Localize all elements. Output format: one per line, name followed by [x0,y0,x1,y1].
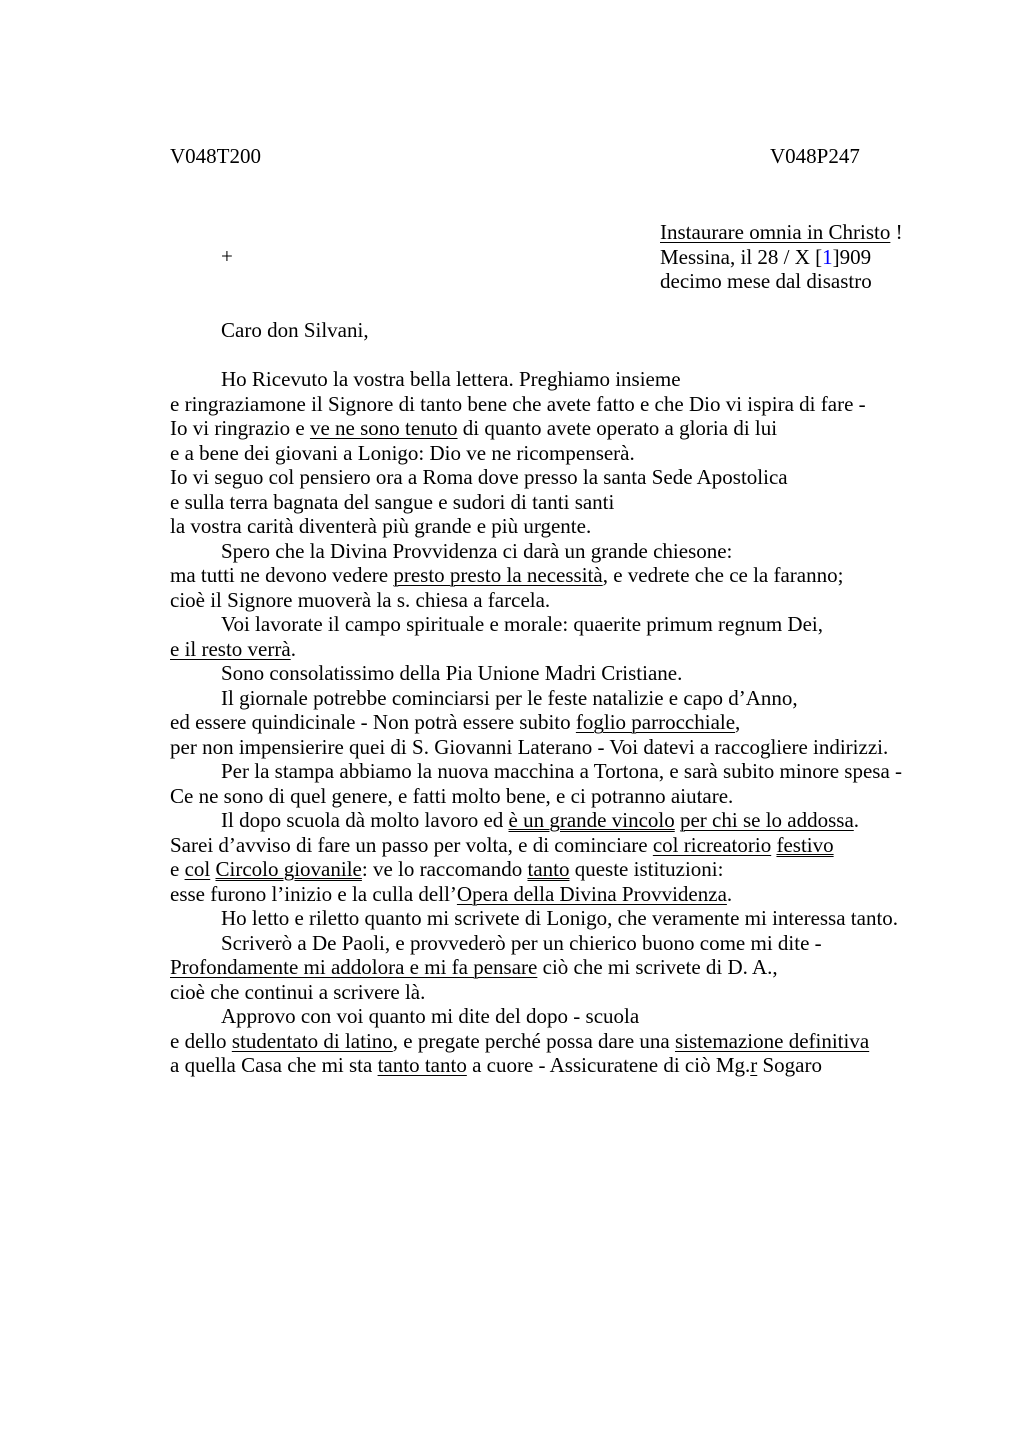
letter-line [170,588,950,613]
text-run: queste istituzioni: [569,857,724,881]
letter-line [170,441,950,466]
underlined-text: presto presto la necessità [393,563,603,587]
text-run: Spero che la Divina Provvidenza ci darà un grande chiesone: [221,538,733,563]
letter-body [170,367,950,1078]
letter-line [170,563,950,588]
text-run: Ho letto e riletto quanto mi scrivete di Lonigo, che veramente mi interessa tanto. [221,906,899,930]
underlined-text: sistemazione definitiva [674,1028,870,1053]
letter-line [170,612,950,637]
letter-line [170,1029,950,1054]
underlined-text: tanto tanto [377,1053,467,1077]
double-underlined-text: festivo [776,832,834,857]
letter-line [170,686,950,711]
motto-line [660,220,903,245]
page-header-left-code: V048T200 [170,144,261,168]
footnote-ref-link[interactable]: 1 [822,244,833,269]
letter-line [170,637,950,662]
underlined-text: Opera della Divina Provvidenza [456,881,727,906]
date-prefix: Messina, il 28 / X [ [660,244,823,269]
text-run: esse furono l’inizio e la culla dell’ [170,881,457,906]
letter-line [170,1053,950,1078]
text-run: Per la stampa abbiamo la nuova macchina a Tortona, e sarà subito minore spesa - [221,759,903,783]
text-run: . [853,808,860,832]
text-run: e dello [170,1028,232,1053]
text-run: Sogaro [757,1053,822,1077]
dateline-block [660,220,903,294]
underlined-text: r [750,1053,758,1077]
text-run: ed essere quindicinale - Non potrà essere subito [170,710,576,734]
underlined-text: studentato di latino [231,1028,393,1053]
underlined-text: col ricreatorio [652,832,772,857]
double-underlined-text: è un grande vincolo [508,808,675,832]
letter-line [170,539,950,564]
text-run: Io vi ringrazio e [170,416,310,440]
underlined-text: ve ne sono tenuto [309,416,458,440]
underlined-text: per chi se lo addossa [679,808,854,832]
text-run: , e pregate perché possa dare una [392,1028,675,1053]
text-run: ciò che mi scrivete di D. A., [537,955,778,979]
text-run: di quanto avete operato a gloria di lui [457,416,778,440]
text-run: Il giornale potrebbe cominciarsi per le feste natalizie e capo d’Anno, [221,685,798,710]
page-header-right-code: V048P247 [770,144,860,168]
motto-text: Instaurare omnia in Christo [660,220,891,244]
letter-line [170,465,950,490]
text-run: Sarei d’avviso di fare un passo per volta, e di cominciare [170,832,653,857]
letter-line [170,955,950,980]
text-run: e a bene dei giovani a Lonigo: Dio ve ne ricompenserà. [170,440,635,465]
cross-mark: + [221,244,233,268]
underlined-text: Profondamente mi addolora e mi fa pensare [170,955,538,979]
letter-line [170,833,950,858]
letter-line [170,857,950,882]
letter-line [170,980,950,1005]
letter-line [170,882,950,907]
text-run: . [290,636,296,661]
underlined-text: e il resto verrà [170,636,291,661]
letter-line [170,735,950,760]
salutation: Caro don Silvani, [221,318,369,342]
text-run: , [735,710,741,734]
text-run: cioè il Signore muoverà la s. chiesa a farcela. [170,587,551,612]
letter-line [170,710,950,735]
place-date-line [660,245,903,270]
text-run: . [726,881,733,906]
text-run: a cuore - Assicuratene di ciò Mg. [466,1053,751,1077]
letter-line [170,416,950,441]
text-run: Sono consolatissimo della Pia Unione Madri Cristiane. [221,661,683,685]
letter-line [170,490,950,515]
letter-line [170,931,950,956]
letter-line [170,808,950,833]
text-run: a quella Casa che mi sta [170,1053,378,1077]
dateline-subline: decimo mese dal disastro [660,269,872,293]
text-run: Io vi seguo col pensiero ora a Roma dove presso la santa Sede Apostolica [170,465,788,489]
text-run: Ce ne sono di quel genere, e fatti molto bene, e ci potranno aiutare. [170,783,734,808]
letter-line [170,367,950,392]
text-run: la vostra carità diventerà più grande e più urgente. [170,514,592,538]
letter-line [170,906,950,931]
text-run: per non impensierire quei di S. Giovanni Laterano - Voi datevi a raccogliere indirizzi. [170,734,889,759]
letter-line [170,661,950,686]
text-run: Il dopo scuola dà molto lavoro ed [221,808,509,832]
text-run: e [170,857,185,881]
text-run: , e vedrete che ce la faranno; [602,563,844,587]
double-underlined-text: tanto [527,857,570,881]
letter-line [170,784,950,809]
text-run: Voi lavorate il campo spirituale e morale: quaerite primum regnum Dei, [221,612,824,636]
text-run: ma tutti ne devono vedere [170,563,394,587]
text-run: e sulla terra bagnata del sangue e sudori di tanti santi [170,489,615,514]
text-run: Approvo con voi quanto mi dite del dopo - scuola [221,1004,640,1028]
double-underlined-text: Circolo giovanile [215,857,362,881]
text-run: Scriverò a De Paoli, e provvederò per un chierico buono come mi dite - [221,930,822,955]
motto-suffix: ! [890,220,903,244]
date-suffix: ]909 [832,244,872,269]
text-run: : ve lo raccomando [361,857,528,881]
letter-line [170,1004,950,1029]
letter-line [170,514,950,539]
letter-line [170,392,950,417]
text-run: cioè che continui a scrivere là. [170,979,426,1004]
text-run: e ringraziamone il Signore di tanto bene che avete fatto e che Dio vi ispira di fare - [170,391,866,416]
letter-line [170,759,950,784]
underlined-text: col [184,857,211,881]
underlined-text: foglio parrocchiale [575,710,736,734]
text-run: Ho Ricevuto la vostra bella lettera. Preghiamo insieme [221,367,681,391]
